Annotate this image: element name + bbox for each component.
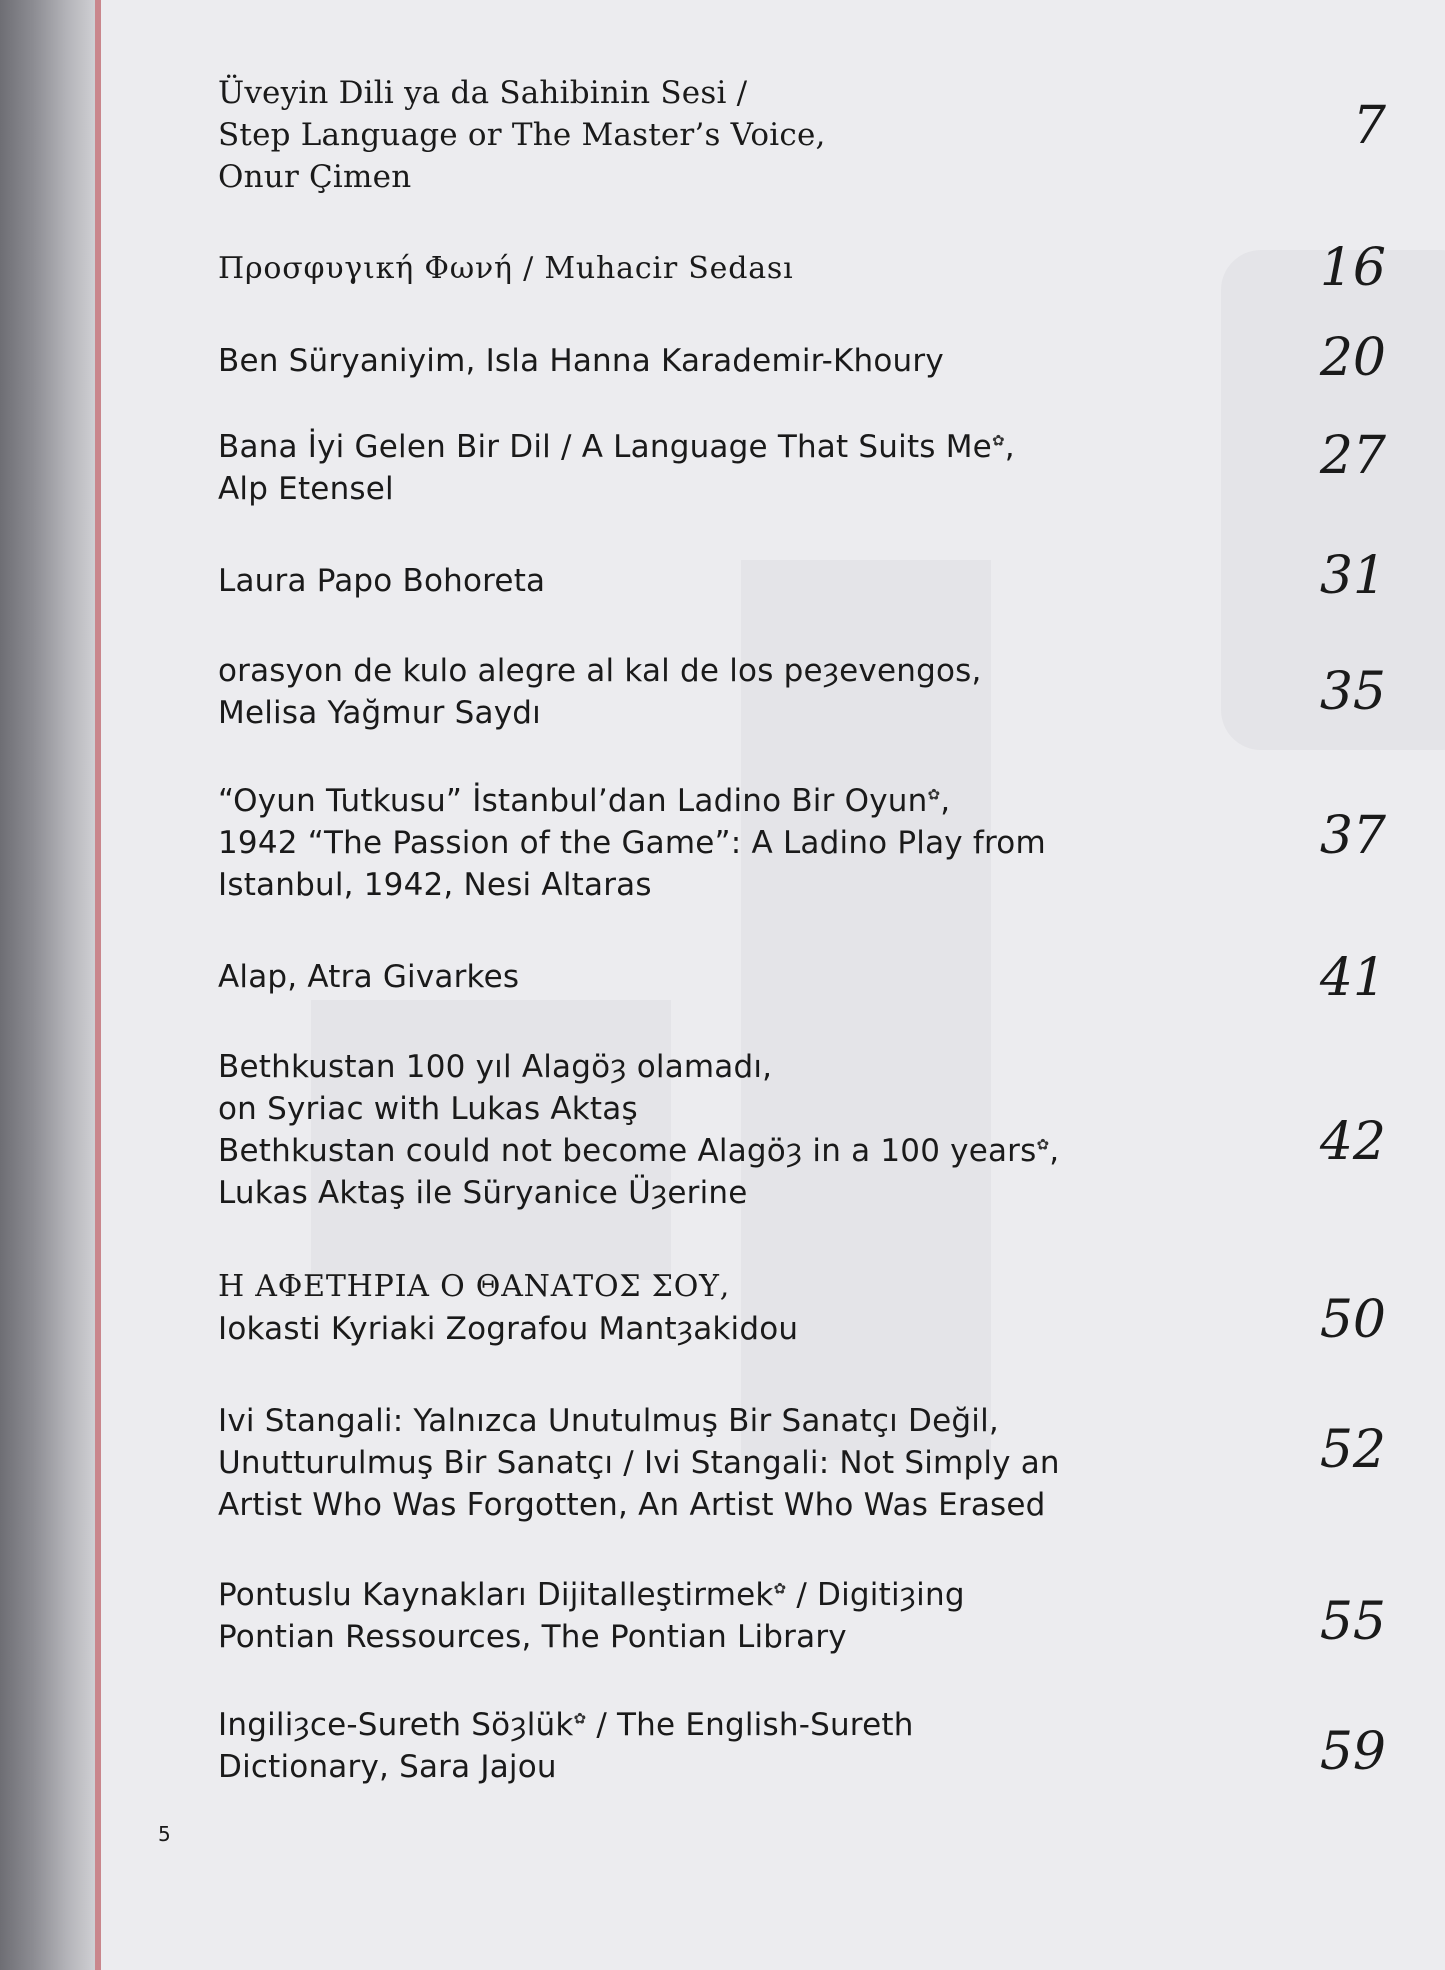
toc-entry (218, 1704, 1386, 1788)
toc-entry-page: 20 (1319, 328, 1386, 388)
toc-entry-title-line: Προσφυγική Φωνή / Muhacir Sedası (218, 251, 794, 286)
toc-entry-page: 35 (1319, 662, 1386, 722)
toc-entry-page: 27 (1319, 426, 1386, 486)
toc-entry-title-line: Ivi Stangali: Yalnızca Unutulmuş Bir Sanatçı Değil, (218, 1403, 999, 1439)
toc-entry (218, 780, 1386, 906)
toc-entry (218, 328, 1386, 388)
toc-entry-title-line: orasyon de kulo alegre al kal de los peȝevengos, (218, 653, 982, 689)
toc-entry-page: 16 (1319, 238, 1386, 298)
toc-entry (218, 72, 1386, 198)
toc-entry-page: 52 (1319, 1420, 1386, 1480)
toc-entry-title-line: Üveyin Dili ya da Sahibinin Sesi / (218, 75, 748, 111)
toc-entry-title-line: Alp Etensel (218, 471, 394, 507)
toc-entry (218, 948, 1386, 1008)
toc-entry-title-line: Laura Papo Bohoreta (218, 563, 546, 599)
toc-entry (218, 1400, 1386, 1526)
footnote-flower-icon: ✿ (573, 1709, 587, 1728)
toc-entry (218, 238, 1386, 298)
toc-entry-title-line: on Syriac with Lukas Aktaş (218, 1091, 638, 1127)
toc-entry-page: 50 (1319, 1290, 1386, 1350)
toc-entry-title-line: Pontian Ressources, The Pontian Library (218, 1619, 847, 1655)
footnote-flower-icon: ✿ (927, 785, 941, 804)
toc-entry-title-line: Alap, Atra Givarkes (218, 959, 520, 995)
toc-entry-title-line: Dictionary, Sara Jajou (218, 1749, 557, 1785)
toc-entry-title-line: Step Language or The Master’s Voice, (218, 117, 826, 153)
toc-entry-page: 37 (1319, 806, 1386, 866)
footnote-flower-icon: ✿ (991, 431, 1005, 450)
toc-entry-page: 59 (1319, 1722, 1386, 1782)
toc-entry-title-line: Unutturulmuş Bir Sanatçı / Ivi Stangali: Not Simply an (218, 1445, 1060, 1481)
footnote-flower-icon: ✿ (773, 1579, 787, 1598)
toc-entry (218, 1574, 1386, 1658)
toc-entry-title-line: Η ΑΦΕΤΗΡΙΑ Ο ΘΑΝΑΤΟΣ ΣΟΥ, (218, 1269, 731, 1304)
toc-entry-title-line: Melisa Yağmur Saydı (218, 695, 541, 731)
toc-entry-page: 55 (1319, 1592, 1386, 1652)
toc-entry-title-line: Ben Süryaniyim, Isla Hanna Karademir-Khoury (218, 343, 944, 379)
toc-entry-title-line: Iokasti Kyriaki Zografou Mantȝakidou (218, 1311, 799, 1347)
toc-entry-page: 7 (1352, 96, 1386, 156)
toc-entry-title-line: Lukas Aktaş ile Süryanice Üȝerine (218, 1175, 748, 1211)
toc-entry-page: 31 (1319, 546, 1386, 606)
toc-entry (218, 1046, 1386, 1214)
footnote-flower-icon: ✿ (1036, 1135, 1050, 1154)
toc-entry (218, 1266, 1386, 1350)
toc-entry-title-line: Pontuslu Kaynakları Dijitalleştirmek✿ / Digitiȝing (218, 1577, 965, 1613)
toc-entry (218, 650, 1386, 734)
toc-entry-title-line: Bethkustan 100 yıl Alagöȝ olamadı, (218, 1049, 773, 1085)
toc-entry-title-line: 1942 “The Passion of the Game”: A Ladino Play from (218, 825, 1046, 861)
folio-page-number: 5 (158, 1822, 171, 1846)
toc-entry-title-line: “Oyun Tutkusu” İstanbul’dan Ladino Bir Oyun✿, (218, 783, 951, 819)
toc-entry-title-line: Onur Çimen (218, 159, 412, 195)
toc-entry (218, 546, 1386, 606)
toc-entry-title-line: Bana İyi Gelen Bir Dil / A Language That Suits Me✿, (218, 429, 1015, 465)
toc-entry-page: 42 (1319, 1112, 1386, 1172)
toc-entry-title-line: Bethkustan could not become Alagöȝ in a 100 years✿, (218, 1133, 1060, 1169)
toc-entry (218, 426, 1386, 510)
toc-entry-title-line: Artist Who Was Forgotten, An Artist Who Was Erased (218, 1487, 1046, 1523)
toc-entry-page: 41 (1319, 948, 1386, 1008)
toc-entry-title-line: Ingiliȝce-Sureth Söȝlük✿ / The English-Sureth (218, 1707, 914, 1743)
toc-entry-title-line: Istanbul, 1942, Nesi Altaras (218, 867, 652, 903)
